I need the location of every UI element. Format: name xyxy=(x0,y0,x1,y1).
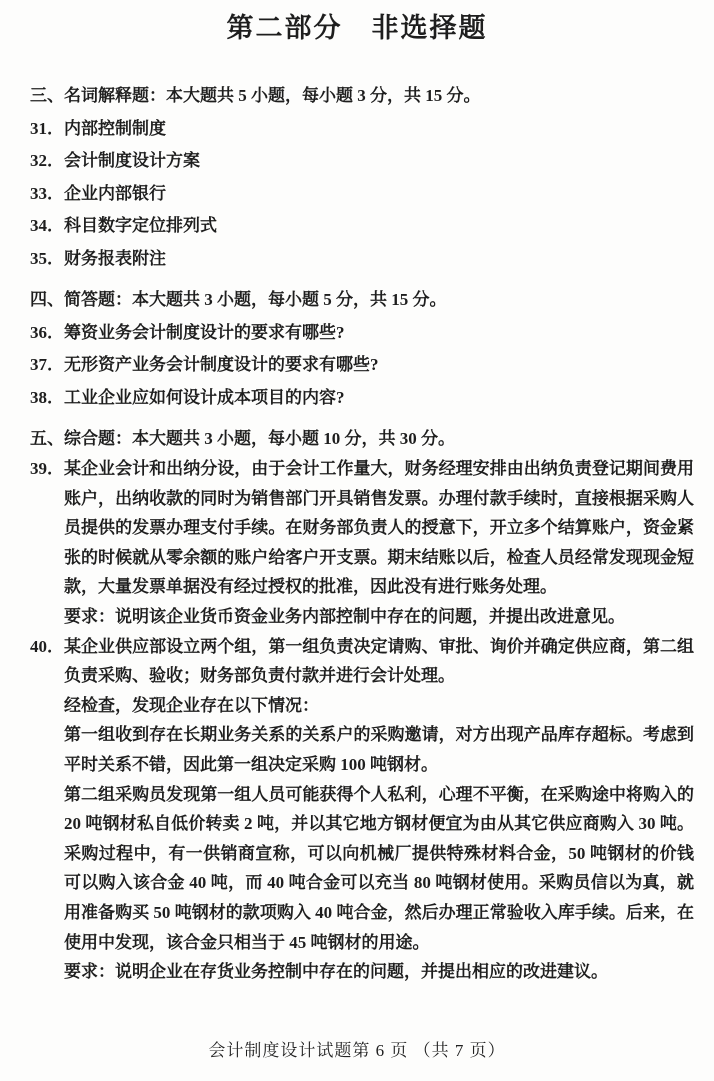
question-item-37 xyxy=(30,349,694,382)
question-paragraph: 某企业供应部设立两个组，第一组负责决定请购、审批、询价并确定供应商，第二组负责采购、验收；财务部负责付款并进行会计处理。 xyxy=(64,636,694,686)
question-paragraph: 某企业会计和出纳分设，由于会计工作量大，财务经理安排由出纳负责登记期间费用账户，出纳收款的同时为销售部门开具销售发票。办理付款手续时，直接根据采购人员提供的发票办理支付手续。在财务部负责人的授意下，开立多个结算账户，资金紧张的时候就从零余额的账户给客户开支票。期末结账以后，检查人员经常发现现金短款，大量发票单据没有经过授权的批准，因此没有进行账务处理。 xyxy=(64,459,694,597)
question-number: 36． xyxy=(30,322,64,342)
question-item-35 xyxy=(30,243,694,276)
question-text: 企业内部银行 xyxy=(64,183,166,203)
question-item-36 xyxy=(30,317,694,350)
question-requirement: 要求：说明企业在存货业务控制中存在的问题，并提出相应的改进建议。 xyxy=(64,962,608,982)
question-paragraph: 第一组收到存在长期业务关系的关系户的采购邀请，对方出现产品库存超标。考虑到平时关系不错，因此第一组决定采购 100 吨钢材。 xyxy=(64,725,694,774)
question-number: 40． xyxy=(30,636,64,656)
question-text: 科目数字定位排列式 xyxy=(64,216,217,235)
question-body xyxy=(64,632,694,987)
section-heading: 四、简答题：本大题共 3 小题，每小题 5 分，共 15 分。 xyxy=(30,290,447,309)
question-text: 筹资业务会计制度设计的要求有哪些? xyxy=(64,322,345,342)
question-body xyxy=(64,454,694,632)
question-number: 38． xyxy=(30,387,64,407)
question-item-32 xyxy=(30,145,694,178)
section-term-definitions xyxy=(30,80,694,275)
question-paragraph: 经检查，发现企业存在以下情况： xyxy=(64,695,319,715)
page-title: 第二部分 非选择题 xyxy=(226,13,488,43)
question-text: 内部控制制度 xyxy=(64,118,166,138)
question-number: 31． xyxy=(30,118,64,138)
question-number: 34． xyxy=(30,216,64,235)
question-item-38 xyxy=(30,382,694,415)
question-item-34 xyxy=(30,210,694,243)
exam-content xyxy=(0,43,714,987)
question-number: 39． xyxy=(30,459,64,478)
section-short-answer xyxy=(30,284,694,414)
question-requirement: 要求：说明该企业货币资金业务内部控制中存在的问题，并提出改进意见。 xyxy=(64,606,625,626)
question-number: 35． xyxy=(30,248,64,268)
question-text: 工业企业应如何设计成本项目的内容? xyxy=(64,387,345,407)
page-footer: 会计制度设计试题第 6 页 （共 7 页） xyxy=(208,1041,506,1060)
question-number: 32． xyxy=(30,151,64,170)
question-item-40 xyxy=(30,632,694,987)
question-text: 会计制度设计方案 xyxy=(64,151,200,170)
section-comprehensive xyxy=(30,423,694,987)
question-number: 33． xyxy=(30,183,64,203)
question-item-31 xyxy=(30,113,694,146)
question-paragraph: 第二组采购员发现第一组人员可能获得个人私利，心理不平衡，在采购途中将购入的 20 吨钢材私自低价转卖 2 吨，并以其它地方钢材便宜为由从其它供应商购入 30 吨。采购过程中，有一供销商宣称，可以向机械厂提供特殊材料合金，50 吨钢材的价钱可以购入该合金 40 吨，而 40 吨合金可以充当 80 吨钢材使用。采购员信以为真，就用准备购买 50 吨钢材的款项购入 40 吨合金，然后办理正常验收入库手续。后来，在使用中发现，该合金只相当于 45 吨钢材的用途。 xyxy=(64,784,694,952)
question-item-39 xyxy=(30,454,694,632)
question-text: 无形资产业务会计制度设计的要求有哪些? xyxy=(64,355,379,374)
question-item-33 xyxy=(30,178,694,211)
section-heading: 五、综合题：本大题共 3 小题，每小题 10 分，共 30 分。 xyxy=(30,429,455,448)
question-text: 财务报表附注 xyxy=(64,248,166,268)
section-heading: 三、名词解释题：本大题共 5 小题，每小题 3 分，共 15 分。 xyxy=(30,86,481,105)
question-number: 37． xyxy=(30,355,64,374)
